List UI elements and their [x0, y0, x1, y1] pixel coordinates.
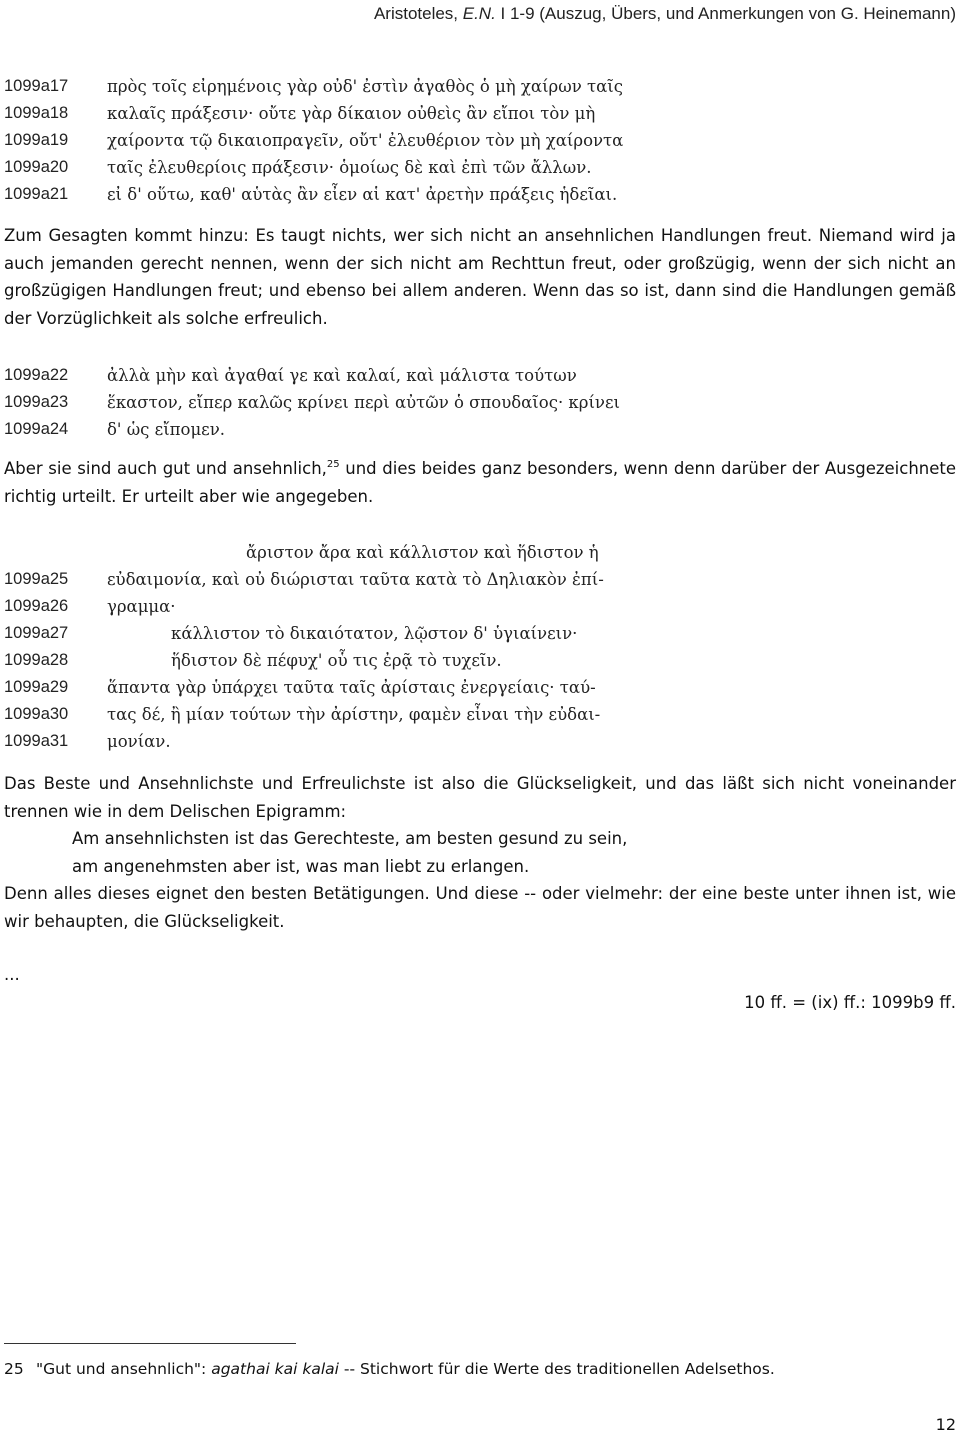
greek-text: καλαῖς πράξεσιν· οὔτε γὰρ δίκαιον οὐθεὶς ἂν εἴποι τὸν μὴ [107, 104, 596, 123]
header-details: I 1-9 (Auszug, Übers, und Anmerkungen von G. Heinemann) [495, 4, 956, 23]
greek-line [4, 593, 954, 620]
verse-line: am angenehmsten aber ist, was man liebt zu erlangen. [72, 856, 530, 876]
greek-passage-2 [4, 362, 954, 443]
translation-paragraph-1: Zum Gesagten kommt hinzu: Es taugt nichts, wer sich nicht an ansehnlichen Handlungen freut. Niemand wird ja auch jemanden gerecht nennen, wenn der sich nicht am Rechttun freut, oder großzügig, wenn der sich nicht an großzügigen Handlungen freut; und ebenso bei allem anderen. Wenn das so ist, dann sind die Handlungen gemäß der Vorzüglichkeit als solche erfreulich. [4, 226, 956, 328]
line-reference: 1099a27 [4, 624, 69, 642]
greek-line [4, 127, 954, 154]
greek-line [4, 566, 954, 593]
line-reference: 1099a19 [4, 131, 69, 149]
header-author: Aristoteles, [373, 4, 463, 23]
greek-verse: κάλλιστον τὸ δικαιότατον, λῷστον δ' ὑγιαίνειν· [171, 624, 578, 643]
greek-line [4, 362, 954, 389]
greek-text: μονίαν. [107, 732, 171, 751]
line-reference: 1099a29 [4, 678, 69, 696]
greek-text: γραμμα· [107, 597, 176, 616]
greek-passage-1 [4, 73, 954, 208]
footnote-transliteration: agathai kai kalai [211, 1360, 339, 1378]
greek-text: δ' ὡς εἴπομεν. [107, 420, 225, 439]
line-reference: 1099a17 [4, 77, 69, 95]
cross-reference: 10 ff. = (ix) ff.: 1099b9 ff. [744, 993, 956, 1012]
greek-text: πρὸς τοῖς εἰρημένοις γὰρ οὐδ' ἐστὶν ἀγαθὸς ὁ μὴ χαίρων ταῖς [107, 77, 623, 96]
header-work-title: E.N. [462, 4, 496, 23]
greek-line [4, 701, 954, 728]
paragraph-text: Das Beste und Ansehnlichste und Erfreulichste ist also die Glückseligkeit, und das läßt sich nicht voneinander trennen wie in dem Delischen Epigramm: [4, 774, 956, 821]
greek-verse: ἥδιστον δὲ πέφυχ' οὗ τις ἐρᾷ τὸ τυχεῖν. [171, 651, 502, 670]
translation-paragraph-2 [4, 455, 956, 510]
page-number: 12 [935, 1415, 956, 1434]
greek-line [4, 674, 954, 701]
omission-marker: ... [4, 965, 20, 984]
footnote-text: -- Stichwort für die Werte des traditionellen Adelsethos. [338, 1360, 775, 1378]
greek-line [4, 389, 954, 416]
footnote-number: 25 [4, 1360, 24, 1378]
paragraph-text: Aber sie sind auch gut und ansehnlich, [4, 459, 327, 478]
line-reference: 1099a26 [4, 597, 69, 615]
paragraph-text: Denn alles dieses eignet den besten Betätigungen. Und diese -- oder vielmehr: der eine beste unter ihnen ist, wie wir behaupten, die Glückseligkeit. [4, 884, 956, 931]
greek-line [4, 154, 954, 181]
paragraph-text: und dies beides ganz besonders, wenn denn darüber der Ausgezeichnete richtig urteilt. Er urteilt aber wie angegeben. [4, 459, 957, 506]
greek-text: ταῖς ἐλευθερίοις πράξεσιν· ὁμοίως δὲ καὶ ἐπὶ τῶν ἄλλων. [107, 158, 592, 177]
greek-text: ἄριστον ἄρα καὶ κάλλιστον καὶ ἥδιστον ἡ [246, 543, 599, 562]
greek-line [4, 416, 954, 443]
footnote-divider [4, 1343, 296, 1344]
line-reference: 1099a28 [4, 651, 69, 669]
greek-text: τας δέ, ἢ μίαν τούτων τὴν ἀρίστην, φαμὲν εἶναι τὴν εὐδαι- [107, 705, 601, 724]
greek-text: χαίροντα τῷ δικαιοπραγεῖν, οὔτ' ἐλευθέριον τὸν μὴ χαίροντα [107, 131, 624, 150]
line-reference: 1099a31 [4, 732, 69, 750]
greek-line [4, 728, 954, 755]
greek-line [4, 620, 954, 647]
running-header [374, 4, 956, 24]
greek-text: εἰ δ' οὕτω, καθ' αὑτὰς ἂν εἶεν αἱ κατ' ἀρετὴν πράξεις ἡδεῖαι. [107, 185, 618, 204]
translation-paragraph-3 [4, 770, 956, 935]
line-reference: 1099a21 [4, 185, 69, 203]
greek-line [4, 100, 954, 127]
greek-text: ἅπαντα γὰρ ὑπάρχει ταῦτα ταῖς ἀρίσταις ἐνεργείαις· ταύ- [107, 678, 596, 697]
verse-line: Am ansehnlichsten ist das Gerechteste, am besten gesund zu sein, [72, 829, 628, 848]
line-reference: 1099a25 [4, 570, 69, 588]
line-reference: 1099a23 [4, 393, 69, 411]
greek-text: εὐδαιμονία, καὶ οὐ διώρισται ταῦτα κατὰ τὸ Δηλιακὸν ἐπί- [107, 570, 604, 589]
greek-line [4, 73, 954, 100]
line-reference: 1099a22 [4, 366, 69, 384]
line-reference: 1099a30 [4, 705, 69, 723]
line-reference: 1099a24 [4, 420, 69, 438]
greek-text: ἕκαστον, εἴπερ καλῶς κρίνει περὶ αὐτῶν ὁ σπουδαῖος· κρίνει [107, 393, 620, 412]
footnote-marker[interactable]: 25 [326, 459, 340, 470]
greek-line [4, 181, 954, 208]
greek-text: ἀλλὰ μὴν καὶ ἀγαθαί γε καὶ καλαί, καὶ μάλιστα τούτων [107, 366, 577, 385]
greek-line [4, 539, 954, 566]
line-reference: 1099a20 [4, 158, 69, 176]
greek-line [4, 647, 954, 674]
line-reference: 1099a18 [4, 104, 69, 122]
footnote [4, 1360, 954, 1378]
footnote-quote: "Gut und ansehnlich": [36, 1360, 212, 1378]
greek-passage-3 [4, 539, 954, 755]
